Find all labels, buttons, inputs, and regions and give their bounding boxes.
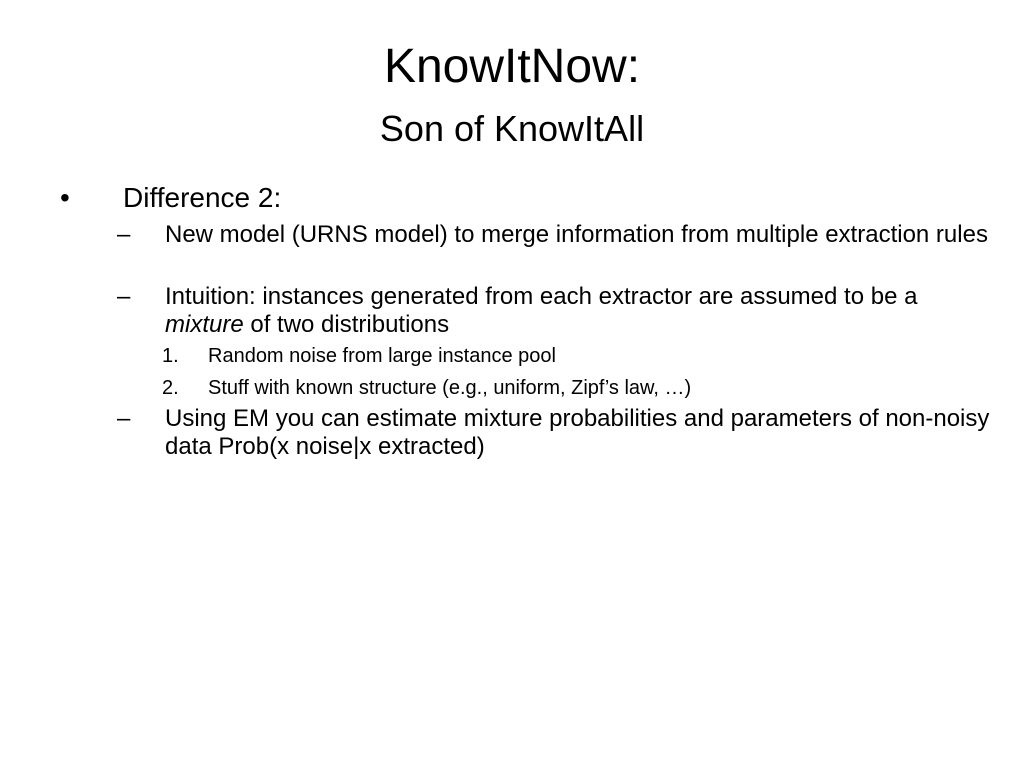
slide-title: KnowItNow:: [383, 40, 641, 93]
number-marker: 1.: [162, 345, 179, 367]
intuition-text-after: of two distributions: [243, 311, 450, 338]
bullet-marker: •: [60, 182, 70, 213]
subbullet-text: [165, 283, 1000, 339]
intuition-text-before: Intuition: instances generated from each extractor are assumed to be a: [165, 283, 918, 310]
number-marker: 2.: [162, 377, 179, 399]
subbullet-text: Using EM you can estimate mixture probabilities and parameters of non-noisy data Prob(x noise|x extracted): [165, 405, 990, 460]
numbered-item-text: Stuff with known structure (e.g., uniform, Zipf’s law, …): [208, 377, 692, 399]
dash-marker: –: [117, 405, 131, 432]
bullet-text: Difference 2:: [123, 182, 282, 213]
dash-marker: –: [117, 221, 131, 248]
slide-subtitle: Son of KnowItAll: [379, 108, 645, 149]
numbered-item-text: Random noise from large instance pool: [208, 345, 556, 367]
subbullet-text: New model (URNS model) to merge information from multiple extraction rules: [165, 221, 988, 248]
dash-marker: –: [117, 283, 131, 310]
mixture-emphasis: mixture: [165, 311, 244, 338]
